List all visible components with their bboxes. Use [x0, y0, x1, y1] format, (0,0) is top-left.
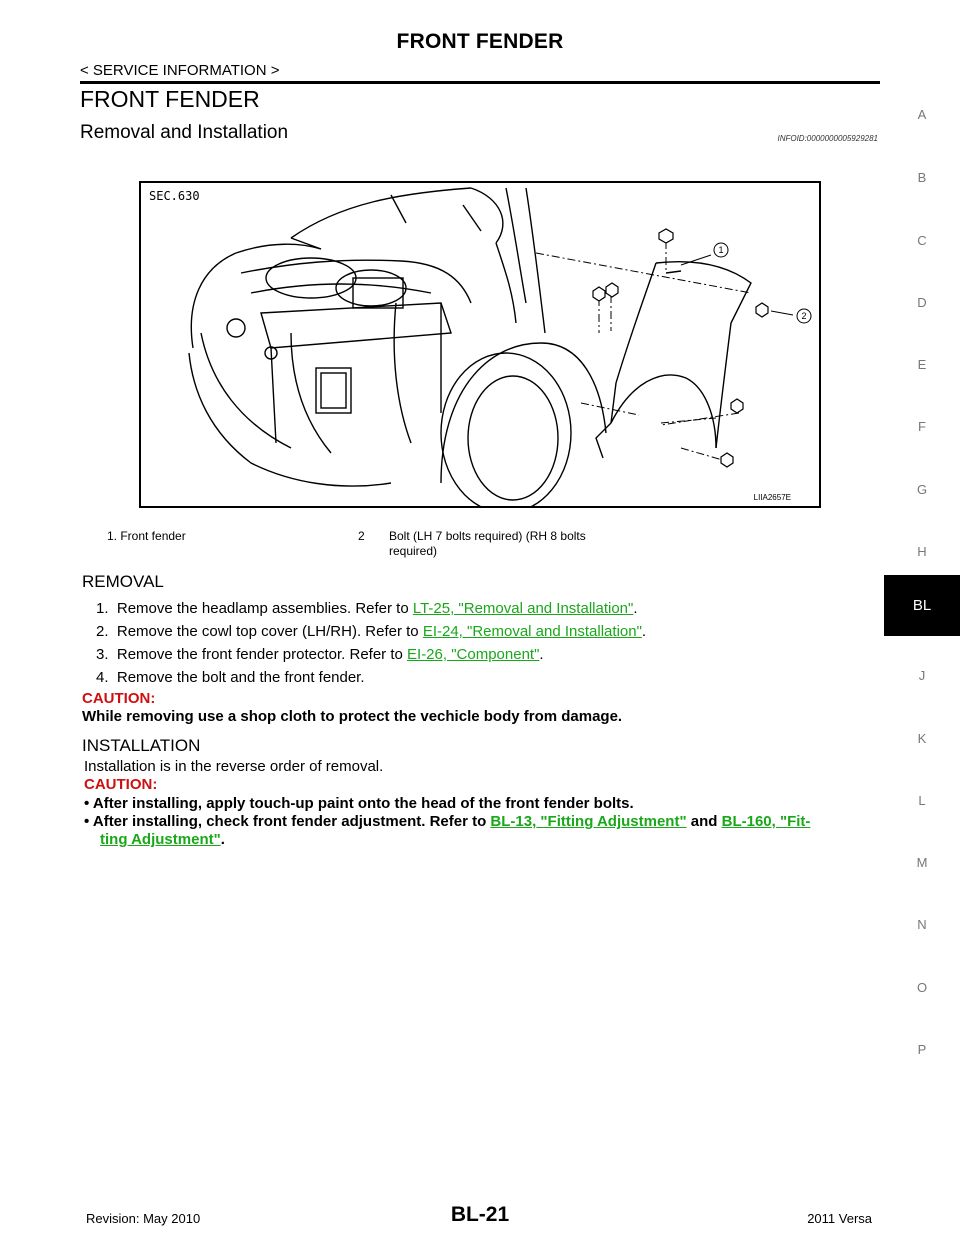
- step-number: 1.: [96, 600, 109, 617]
- index-tab-label: BL: [912, 597, 932, 614]
- index-letter-a[interactable]: A: [917, 107, 927, 122]
- legend-item-2-line2: required): [389, 544, 438, 558]
- side-index: [884, 0, 960, 1242]
- fender-diagram: [139, 181, 821, 508]
- page-header-title: FRONT FENDER: [396, 30, 564, 53]
- removal-step-2: [96, 623, 646, 640]
- legend-item-2-number: 2: [358, 529, 365, 543]
- footer-revision: Revision: May 2010: [86, 1211, 201, 1226]
- footer-page-number: BL-21: [450, 1203, 510, 1226]
- header-divider: [80, 81, 880, 84]
- index-tab-active[interactable]: [884, 575, 960, 636]
- step-text: Remove the front fender protector. Refer to: [116, 646, 408, 663]
- index-letter-l[interactable]: L: [918, 793, 926, 808]
- step-punct: .: [539, 646, 544, 663]
- sec-label: SEC.630: [149, 189, 200, 203]
- installation-heading: INSTALLATION: [82, 736, 201, 755]
- index-letter-p[interactable]: P: [917, 1042, 927, 1057]
- footer-model: 2011 Versa: [807, 1211, 872, 1226]
- legend-item-2-line1: Bolt (LH 7 bolts required) (RH 8 bolts: [389, 529, 586, 543]
- bullet-text: • After installing, check front fender adjustment. Refer to: [84, 813, 491, 830]
- index-letter-k[interactable]: K: [917, 731, 927, 746]
- removal-step-3: [96, 646, 544, 663]
- installation-caution-label: CAUTION:: [84, 776, 158, 793]
- index-letter-o[interactable]: O: [916, 980, 928, 995]
- step-punct: .: [633, 600, 638, 617]
- removal-caution-label: CAUTION:: [82, 690, 156, 707]
- installation-bullet-2-cont: [100, 831, 225, 848]
- index-letter-n[interactable]: N: [917, 917, 927, 932]
- step-number: 2.: [96, 623, 109, 640]
- index-letter-c[interactable]: C: [917, 233, 927, 248]
- index-letter-h[interactable]: H: [917, 544, 927, 559]
- index-letter-m[interactable]: M: [916, 855, 928, 870]
- info-id: INFOID:0000000005929281: [777, 134, 878, 143]
- step-number: 4.: [96, 669, 109, 686]
- installation-bullet-2: [84, 813, 884, 830]
- index-letter-g[interactable]: G: [916, 482, 928, 497]
- reference-link[interactable]: LT-25, "Removal and Installation": [412, 600, 634, 617]
- fender-illustration: [141, 183, 819, 506]
- breadcrumb[interactable]: < SERVICE INFORMATION >: [80, 62, 280, 79]
- index-letter-b[interactable]: B: [917, 170, 927, 185]
- legend-item-2-text: [389, 529, 586, 559]
- legend-item-1: 1. Front fender: [107, 529, 186, 543]
- index-letter-j[interactable]: J: [918, 668, 926, 683]
- index-letter-d[interactable]: D: [917, 295, 927, 310]
- reference-link[interactable]: EI-26, "Component": [407, 646, 540, 663]
- installation-text: Installation is in the reverse order of removal.: [84, 758, 384, 775]
- subsection-title: Removal and Installation: [80, 122, 289, 143]
- index-letter-f[interactable]: F: [918, 419, 926, 434]
- step-text: Remove the bolt and the front fender.: [116, 669, 365, 686]
- figure-code: LIIA2657E: [753, 493, 791, 502]
- step-text: Remove the cowl top cover (LH/RH). Refer to: [116, 623, 423, 640]
- removal-heading: REMOVAL: [82, 572, 164, 591]
- reference-link-bl13[interactable]: BL-13, "Fitting Adjustment": [490, 813, 687, 830]
- removal-step-4: [96, 669, 365, 686]
- callout-2: 2: [801, 311, 807, 321]
- reference-link-bl160[interactable]: BL-160, "Fit-: [721, 813, 811, 830]
- bullet-conjunction: and: [686, 813, 722, 830]
- step-punct: .: [641, 623, 647, 640]
- reference-link-bl160-cont[interactable]: ting Adjustment": [100, 831, 221, 848]
- section-title: FRONT FENDER: [80, 86, 260, 112]
- index-letter-e[interactable]: E: [917, 357, 927, 372]
- callout-1: 1: [718, 245, 724, 255]
- removal-caution-text: While removing use a shop cloth to protect the vechicle body from damage.: [82, 708, 623, 725]
- step-number: 3.: [96, 646, 109, 663]
- installation-bullet-1: • After installing, apply touch-up paint onto the head of the front fender bolts.: [84, 795, 634, 812]
- removal-step-1: [96, 600, 638, 617]
- step-text: Remove the headlamp assemblies. Refer to: [116, 600, 413, 617]
- reference-link[interactable]: EI-24, "Removal and Installation": [422, 623, 642, 640]
- bullet-punct: .: [220, 831, 225, 848]
